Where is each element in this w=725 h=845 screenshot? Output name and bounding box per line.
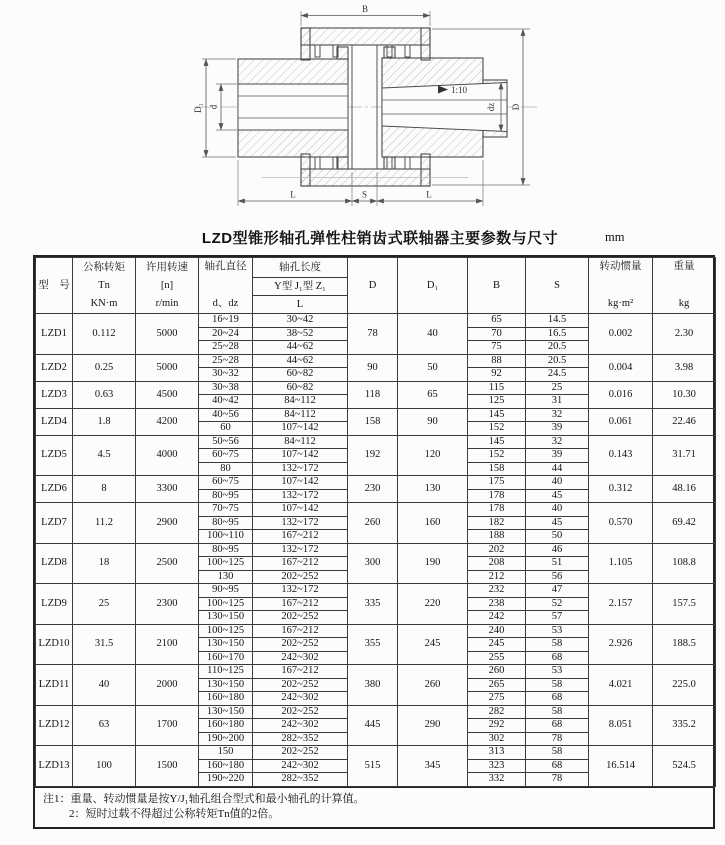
taper-label: 1:10: [451, 85, 468, 95]
S-cell: 50: [526, 530, 589, 544]
bore-diameter-cell: 70~75: [199, 503, 253, 517]
S-cell: 39: [526, 449, 589, 463]
model-cell: LZD8: [36, 543, 73, 584]
dim-label-dz: dz: [486, 102, 496, 112]
S-cell: 40: [526, 503, 589, 517]
model-cell: LZD11: [36, 665, 73, 706]
bore-diameter-cell: 100~125: [199, 597, 253, 611]
col-header-speed: [136, 258, 199, 314]
B-cell: 292: [468, 719, 526, 733]
inertia-cell: 1.105: [589, 543, 653, 584]
bore-diameter-cell: 16~19: [199, 314, 253, 328]
S-cell: 20.5: [526, 354, 589, 368]
S-cell: 51: [526, 557, 589, 571]
weight-cell: 10.30: [653, 381, 716, 408]
torque-header-line2: Tn: [98, 279, 110, 291]
torque-cell: 0.25: [73, 354, 136, 381]
S-cell: 46: [526, 543, 589, 557]
B-cell: 255: [468, 651, 526, 665]
bore-diameter-cell: 130~150: [199, 705, 253, 719]
model-cell: LZD6: [36, 476, 73, 503]
bore-length-cell: 202~252: [253, 638, 348, 652]
bore-diameter-cell: 80: [199, 462, 253, 476]
B-cell: 323: [468, 759, 526, 773]
bore-length-cell: 242~302: [253, 692, 348, 706]
torque-cell: 40: [73, 665, 136, 706]
B-cell: 275: [468, 692, 526, 706]
speed-header-line2: [n]: [160, 279, 174, 291]
bore-length-cell: 202~252: [253, 678, 348, 692]
model-cell: LZD7: [36, 503, 73, 544]
inertia-header-line1: 转动惯量: [599, 261, 642, 272]
torque-cell: 100: [73, 746, 136, 787]
S-cell: 68: [526, 719, 589, 733]
B-cell: 208: [468, 557, 526, 571]
table-row-lzd9-1: [36, 584, 716, 598]
B-cell: 158: [468, 462, 526, 476]
torque-cell: 8: [73, 476, 136, 503]
S-cell: 45: [526, 489, 589, 503]
bore-diameter-cell: 100~125: [199, 557, 253, 571]
table-row-lzd2-1: [36, 354, 716, 368]
model-cell: LZD5: [36, 435, 73, 476]
torque-cell: 1.8: [73, 408, 136, 435]
D-cell: 90: [348, 354, 398, 381]
D-cell: 230: [348, 476, 398, 503]
B-cell: 70: [468, 327, 526, 341]
speed-cell: 4000: [136, 435, 199, 476]
B-cell: 232: [468, 584, 526, 598]
D1-cell: 40: [398, 314, 468, 355]
B-cell: 182: [468, 516, 526, 530]
bore-length-cell: 167~212: [253, 597, 348, 611]
bore-diameter-cell: 160~180: [199, 692, 253, 706]
table-row-lzd13-1: [36, 746, 716, 760]
table-note-2: 2：短时过载不得超过公称转矩Tn值的2倍。: [69, 807, 280, 820]
bore-length-cell: 107~142: [253, 422, 348, 436]
B-cell: 242: [468, 611, 526, 625]
bore-diameter-cell: 130: [199, 570, 253, 584]
D-cell: 300: [348, 543, 398, 584]
D-cell: 445: [348, 705, 398, 746]
bore-length-cell: 167~212: [253, 530, 348, 544]
S-cell: 24.5: [526, 368, 589, 382]
weight-cell: 335.2: [653, 705, 716, 746]
table-row-lzd8-1: [36, 543, 716, 557]
weight-header-line2: kg: [678, 298, 690, 309]
bore-diameter-cell: 190~200: [199, 732, 253, 746]
speed-cell: 1500: [136, 746, 199, 787]
col-header-inertia: [589, 258, 653, 314]
D-cell: 335: [348, 584, 398, 625]
weight-cell: 69.42: [653, 503, 716, 544]
bore-length-cell: 132~172: [253, 462, 348, 476]
bore-length-cell: 38~52: [253, 327, 348, 341]
speed-cell: 4200: [136, 408, 199, 435]
B-cell: 175: [468, 476, 526, 490]
bore-length-cell: 167~212: [253, 624, 348, 638]
table-row-lzd5-1: [36, 435, 716, 449]
table-row-lzd12-1: [36, 705, 716, 719]
model-cell: LZD12: [36, 705, 73, 746]
bore-length-cell: 202~252: [253, 570, 348, 584]
B-cell: 115: [468, 381, 526, 395]
B-cell: 178: [468, 489, 526, 503]
bore-length-cell: 107~142: [253, 476, 348, 490]
bore-length-cell: 44~62: [253, 354, 348, 368]
bore-diameter-cell: 30~32: [199, 368, 253, 382]
weight-cell: 22.46: [653, 408, 716, 435]
parameters-table: [35, 257, 716, 787]
bore-diameter-cell: 60~75: [199, 449, 253, 463]
D1-cell: 245: [398, 624, 468, 665]
B-cell: 265: [468, 678, 526, 692]
inertia-cell: 16.514: [589, 746, 653, 787]
inertia-cell: 0.004: [589, 354, 653, 381]
weight-cell: 188.5: [653, 624, 716, 665]
torque-cell: 31.5: [73, 624, 136, 665]
S-cell: 58: [526, 638, 589, 652]
torque-header-line3: KN·m: [90, 297, 118, 309]
bore-length-cell: 84~112: [253, 408, 348, 422]
weight-cell: 48.16: [653, 476, 716, 503]
model-cell: LZD1: [36, 314, 73, 355]
inertia-cell: 0.002: [589, 314, 653, 355]
speed-cell: 2500: [136, 543, 199, 584]
speed-cell: 3300: [136, 476, 199, 503]
speed-cell: 2100: [136, 624, 199, 665]
inertia-cell: 2.157: [589, 584, 653, 625]
bore-length-cell: 242~302: [253, 759, 348, 773]
S-cell: 40: [526, 476, 589, 490]
inertia-cell: 4.021: [589, 665, 653, 706]
B-cell: 202: [468, 543, 526, 557]
coupling-section-drawing: [0, 0, 725, 220]
weight-cell: 2.30: [653, 314, 716, 355]
B-cell: 282: [468, 705, 526, 719]
D1-cell: 290: [398, 705, 468, 746]
D1-cell: 190: [398, 543, 468, 584]
bore-diameter-cell: 160~170: [199, 651, 253, 665]
D1-cell: 120: [398, 435, 468, 476]
dim-label-D1: D₁: [193, 103, 203, 113]
B-cell: 313: [468, 746, 526, 760]
speed-cell: 2000: [136, 665, 199, 706]
table-notes: [35, 787, 713, 827]
dim-label-L-left: L: [290, 189, 296, 200]
inertia-cell: 2.926: [589, 624, 653, 665]
S-cell: 57: [526, 611, 589, 625]
table-row-lzd7-1: [36, 503, 716, 517]
D1-cell: 50: [398, 354, 468, 381]
col-header-B: B: [468, 258, 526, 314]
torque-cell: 4.5: [73, 435, 136, 476]
S-cell: 56: [526, 570, 589, 584]
B-cell: 75: [468, 341, 526, 355]
bore-diameter-cell: 160~180: [199, 759, 253, 773]
speed-cell: 2900: [136, 503, 199, 544]
model-cell: LZD10: [36, 624, 73, 665]
weight-cell: 108.8: [653, 543, 716, 584]
weight-cell: 524.5: [653, 746, 716, 787]
col-header-bore-length: 轴孔长度: [253, 258, 348, 278]
bore-dia-header-line2: d、dz: [212, 298, 239, 309]
col-header-bore-diameter: [199, 258, 253, 314]
dim-label-D: D: [511, 103, 521, 111]
bore-length-cell: 132~172: [253, 543, 348, 557]
S-cell: 32: [526, 408, 589, 422]
bore-length-cell: 107~142: [253, 503, 348, 517]
torque-cell: 11.2: [73, 503, 136, 544]
coupling-table-body: [36, 314, 716, 787]
bore-length-cell: 242~302: [253, 719, 348, 733]
bore-dia-header-line1: 轴孔直径: [204, 261, 247, 272]
D1-cell: 220: [398, 584, 468, 625]
B-cell: 302: [468, 732, 526, 746]
S-cell: 68: [526, 651, 589, 665]
dim-label-L-right: L: [426, 189, 432, 200]
bore-length-cell: 202~252: [253, 746, 348, 760]
B-cell: 178: [468, 503, 526, 517]
inertia-header-line2: kg·m²: [607, 298, 634, 309]
bore-diameter-cell: 50~56: [199, 435, 253, 449]
table-row-lzd11-1: [36, 665, 716, 679]
inertia-cell: 0.016: [589, 381, 653, 408]
bore-diameter-cell: 190~220: [199, 773, 253, 787]
B-cell: 332: [468, 773, 526, 787]
model-cell: LZD13: [36, 746, 73, 787]
col-header-model: 型 号: [36, 258, 73, 314]
bore-length-cell: 132~172: [253, 584, 348, 598]
S-cell: 78: [526, 773, 589, 787]
B-cell: 145: [468, 435, 526, 449]
bore-diameter-cell: 150: [199, 746, 253, 760]
bore-length-cell: 30~42: [253, 314, 348, 328]
col-header-torque: [73, 258, 136, 314]
dim-label-d: d: [208, 104, 219, 110]
table-header: [36, 258, 716, 314]
D-cell: 158: [348, 408, 398, 435]
bore-length-cell: 167~212: [253, 557, 348, 571]
col-header-D1: D₁: [398, 258, 468, 314]
bore-diameter-cell: 40~56: [199, 408, 253, 422]
bore-diameter-cell: 110~125: [199, 665, 253, 679]
bore-length-cell: 167~212: [253, 665, 348, 679]
bore-diameter-cell: 40~42: [199, 395, 253, 409]
D1-cell: 160: [398, 503, 468, 544]
D1-cell: 65: [398, 381, 468, 408]
D1-cell: 260: [398, 665, 468, 706]
D-cell: 355: [348, 624, 398, 665]
parameters-table-frame: [33, 255, 715, 829]
D-cell: 192: [348, 435, 398, 476]
speed-cell: 5000: [136, 354, 199, 381]
inertia-cell: 0.312: [589, 476, 653, 503]
bore-diameter-cell: 80~95: [199, 489, 253, 503]
bore-diameter-cell: 160~180: [199, 719, 253, 733]
B-cell: 125: [468, 395, 526, 409]
weight-cell: 3.98: [653, 354, 716, 381]
D-cell: 515: [348, 746, 398, 787]
B-cell: 65: [468, 314, 526, 328]
weight-cell: 157.5: [653, 584, 716, 625]
S-cell: 20.5: [526, 341, 589, 355]
bore-diameter-cell: 80~95: [199, 516, 253, 530]
S-cell: 16.5: [526, 327, 589, 341]
dim-label-B: B: [361, 4, 369, 14]
torque-header-line1: 公称转矩: [83, 261, 125, 273]
bore-diameter-cell: 25~28: [199, 354, 253, 368]
D1-cell: 345: [398, 746, 468, 787]
speed-cell: 2300: [136, 584, 199, 625]
bore-diameter-cell: 80~95: [199, 543, 253, 557]
weight-header-line1: 重量: [673, 261, 695, 272]
S-cell: 68: [526, 759, 589, 773]
inertia-cell: 0.061: [589, 408, 653, 435]
B-cell: 92: [468, 368, 526, 382]
bore-length-cell: 84~112: [253, 395, 348, 409]
inertia-cell: 0.143: [589, 435, 653, 476]
S-cell: 32: [526, 435, 589, 449]
S-cell: 58: [526, 705, 589, 719]
bore-diameter-cell: 60: [199, 422, 253, 436]
S-cell: 53: [526, 624, 589, 638]
S-cell: 78: [526, 732, 589, 746]
D-cell: 78: [348, 314, 398, 355]
bore-length-cell: 202~252: [253, 611, 348, 625]
bore-diameter-cell: 130~150: [199, 611, 253, 625]
S-cell: 44: [526, 462, 589, 476]
col-header-S: S: [526, 258, 589, 314]
bore-diameter-cell: 130~150: [199, 638, 253, 652]
S-cell: 14.5: [526, 314, 589, 328]
S-cell: 47: [526, 584, 589, 598]
S-cell: 52: [526, 597, 589, 611]
S-cell: 45: [526, 516, 589, 530]
bore-diameter-cell: 100~110: [199, 530, 253, 544]
col-header-bore-length-L: L: [253, 296, 348, 314]
B-cell: 152: [468, 449, 526, 463]
speed-header-line3: r/min: [155, 297, 179, 309]
table-row-lzd3-1: [36, 381, 716, 395]
table-row-lzd6-1: [36, 476, 716, 490]
weight-cell: 31.71: [653, 435, 716, 476]
bore-diameter-cell: 130~150: [199, 678, 253, 692]
bore-length-cell: 60~82: [253, 368, 348, 382]
bore-length-cell: 132~172: [253, 489, 348, 503]
weight-cell: 225.0: [653, 665, 716, 706]
bore-diameter-cell: 60~75: [199, 476, 253, 490]
bore-length-cell: 202~252: [253, 705, 348, 719]
D-cell: 380: [348, 665, 398, 706]
D-cell: 260: [348, 503, 398, 544]
table-row-lzd4-1: [36, 408, 716, 422]
table-row-lzd1-1: [36, 314, 716, 328]
bore-length-cell: 60~82: [253, 381, 348, 395]
dim-label-S: S: [361, 189, 368, 200]
table-note-1: 注1：重量、转动惯量是按Y/J₁轴孔组合型式和最小轴孔的计算值。: [43, 792, 365, 805]
torque-cell: 63: [73, 705, 136, 746]
bore-length-cell: 84~112: [253, 435, 348, 449]
B-cell: 88: [468, 354, 526, 368]
bore-diameter-cell: 25~28: [199, 341, 253, 355]
D-cell: 118: [348, 381, 398, 408]
D1-cell: 130: [398, 476, 468, 503]
page-title: LZD型锥形轴孔弹性柱销齿式联轴器主要参数与尺寸: [201, 230, 559, 247]
bore-diameter-cell: 30~38: [199, 381, 253, 395]
bore-diameter-cell: 100~125: [199, 624, 253, 638]
B-cell: 245: [468, 638, 526, 652]
inertia-cell: 8.051: [589, 705, 653, 746]
B-cell: 238: [468, 597, 526, 611]
inertia-cell: 0.570: [589, 503, 653, 544]
S-cell: 25: [526, 381, 589, 395]
speed-cell: 5000: [136, 314, 199, 355]
B-cell: 260: [468, 665, 526, 679]
unit-label: mm: [605, 230, 625, 244]
bore-length-cell: 282~352: [253, 732, 348, 746]
col-header-weight: [653, 258, 716, 314]
speed-cell: 1700: [136, 705, 199, 746]
S-cell: 39: [526, 422, 589, 436]
S-cell: 31: [526, 395, 589, 409]
S-cell: 58: [526, 678, 589, 692]
speed-header-line1: 许用转速: [146, 261, 188, 273]
S-cell: 68: [526, 692, 589, 706]
col-header-bore-length-types: Y型 J₁型 Z₁: [253, 278, 348, 296]
model-cell: LZD2: [36, 354, 73, 381]
table-row-lzd10-1: [36, 624, 716, 638]
bore-length-cell: 107~142: [253, 449, 348, 463]
bore-diameter-cell: 90~95: [199, 584, 253, 598]
bore-length-cell: 282~352: [253, 773, 348, 787]
B-cell: 212: [468, 570, 526, 584]
B-cell: 145: [468, 408, 526, 422]
model-cell: LZD9: [36, 584, 73, 625]
B-cell: 240: [468, 624, 526, 638]
D1-cell: 90: [398, 408, 468, 435]
S-cell: 58: [526, 746, 589, 760]
speed-cell: 4500: [136, 381, 199, 408]
B-cell: 152: [468, 422, 526, 436]
torque-cell: 0.112: [73, 314, 136, 355]
col-header-D: D: [348, 258, 398, 314]
bore-length-cell: 44~62: [253, 341, 348, 355]
model-cell: LZD3: [36, 381, 73, 408]
B-cell: 188: [468, 530, 526, 544]
torque-cell: 0.63: [73, 381, 136, 408]
S-cell: 53: [526, 665, 589, 679]
bore-length-cell: 132~172: [253, 516, 348, 530]
bore-length-cell: 242~302: [253, 651, 348, 665]
model-cell: LZD4: [36, 408, 73, 435]
torque-cell: 25: [73, 584, 136, 625]
torque-cell: 18: [73, 543, 136, 584]
bore-diameter-cell: 20~24: [199, 327, 253, 341]
